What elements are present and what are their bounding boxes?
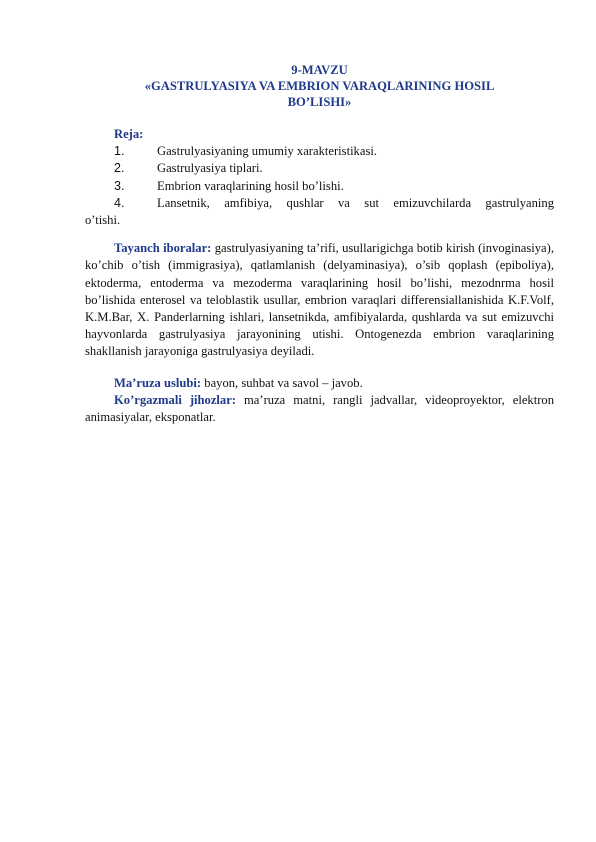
tools-text: ma’ruza matni, rangli jadvallar, videoproyektor, elektron animasiyalar, eksponatlar.: [85, 392, 554, 425]
method-label: Ma’ruza uslubi:: [114, 375, 202, 390]
keywords-paragraph: [85, 240, 554, 360]
plan-item: [85, 195, 554, 212]
topic-title-line1: «GASTRULYASIYA VA EMBRION VARAQLARINING HOSIL: [144, 79, 495, 93]
plan-item-text: Embrion varaqlarining hosil bo’lishi.: [157, 178, 344, 193]
tools-label: Ko’rgazmali jihozlar:: [114, 392, 237, 407]
plan-item-continuation: o’tishi.: [85, 213, 121, 228]
plan-item: [85, 160, 554, 177]
plan-label: Reja:: [114, 127, 144, 141]
method-paragraph: [85, 375, 554, 392]
topic-number: 9-MAVZU: [291, 63, 348, 77]
plan-item: [85, 178, 554, 195]
plan-item-text: Gastrulyasiyaning umumiy xarakteristikasi.: [157, 144, 377, 159]
keywords-label: Tayanch iboralar:: [114, 241, 212, 256]
plan-item-number: 2.: [114, 161, 125, 176]
plan-item-text: Gastrulyasiya tiplari.: [157, 161, 263, 176]
lecture-heading: [85, 62, 554, 110]
plan-list: [85, 143, 554, 212]
tools-paragraph: [85, 392, 554, 426]
plan-item: [85, 143, 554, 160]
keywords-text: gastrulyasiyaning ta’rifi, usullarigichga botib kirish (invoginasiya), ko’chib o’tish (immigrasiya), qatlamlanish (delyaminasiya), o’sib qoplash (epiboliya), ektoderma, entoderma va mezoderma varaqlarining hosil bo’lishi, mezodnrma hosil bo’lishida enterosel va teloblastik usullar, embrion varaqlari differensiallanishida K.F.Volf, K.M.Bar, X. Panderlarning ishlari, lansetnikda, amfibiyalarda, qushlarda va sut emizuvchi hayvonlarda gastrulyasiya jarayonining utishi. Ontogenezda embrion varaqlarining shakllanish jarayoniga gastrulyasiya deyiladi.: [85, 241, 554, 359]
method-text: bayon, suhbat va savol – javob.: [201, 375, 363, 390]
topic-title-line2: BO’LISHI»: [287, 95, 352, 109]
document-page: [85, 62, 554, 426]
plan-item-number: 3.: [114, 178, 125, 193]
plan-item-number: 4.: [114, 195, 125, 210]
plan-item-text: Lansetnik, amfibiya, qushlar va sut emizuvchilarda gastrulyaning: [157, 195, 554, 210]
plan-item-number: 1.: [114, 144, 125, 159]
